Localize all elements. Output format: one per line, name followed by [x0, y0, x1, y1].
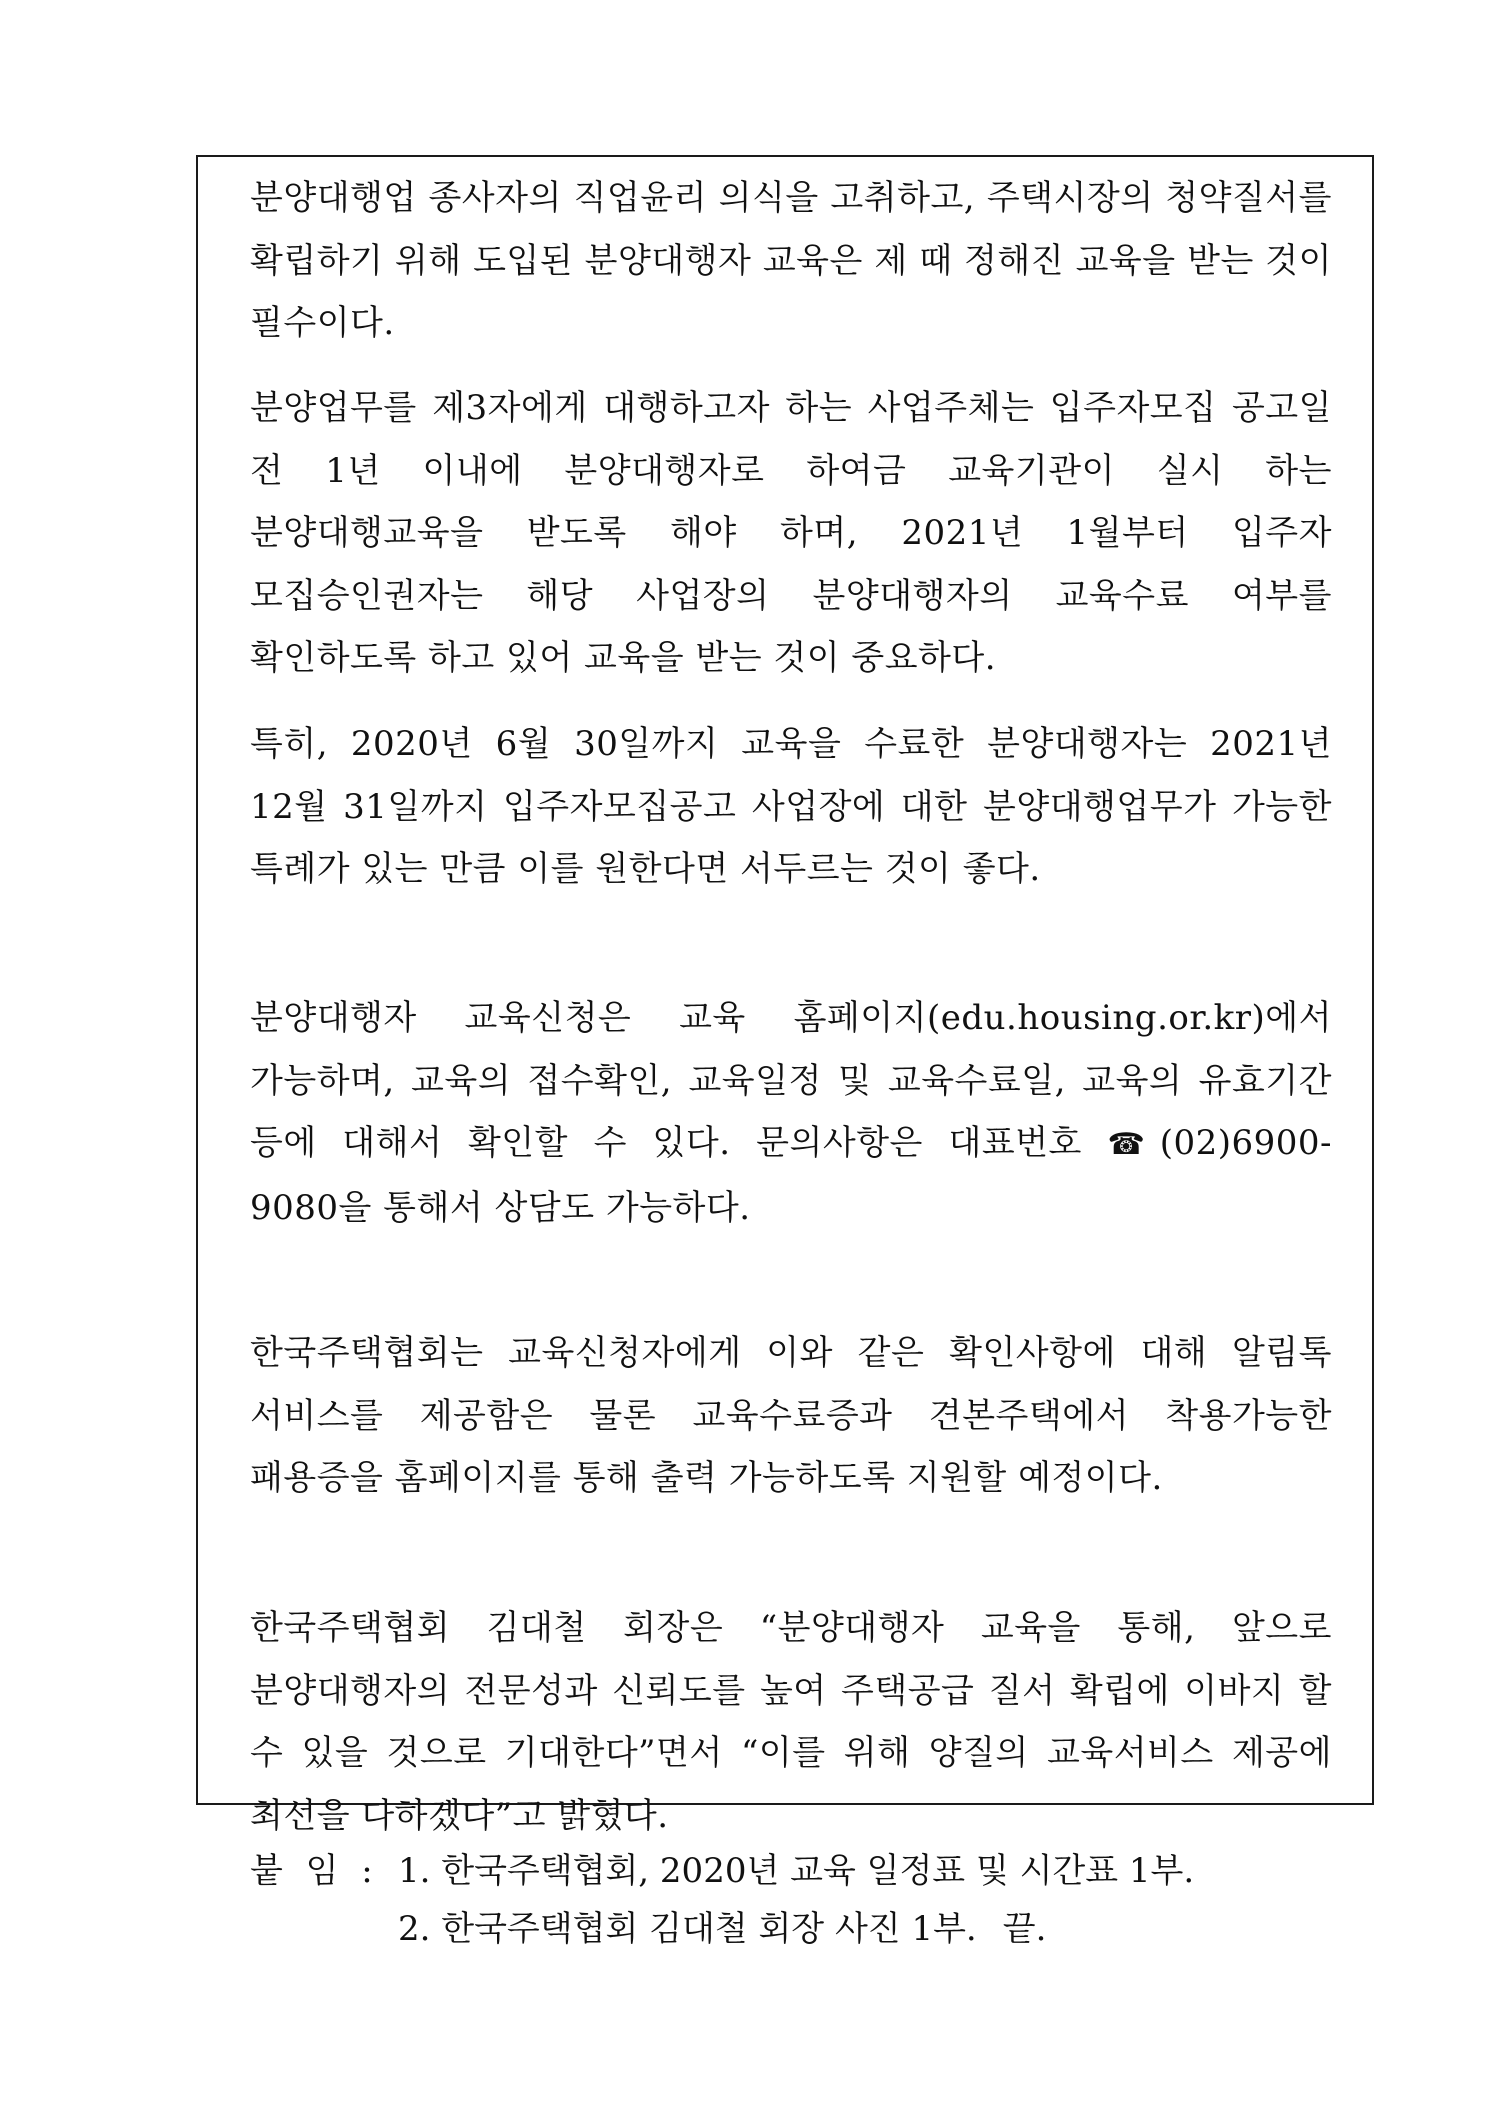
paragraph-application-info: [250, 987, 1332, 1239]
paragraph-association-support: 한국주택협회는 교육신청자에게 이와 같은 확인사항에 대해 알림톡 서비스를 제공함은 물론 교육수료증과 견본주택에서 착용가능한 패용증을 홈페이지를 통해 출력 가능하도록 지원할 예정이다.: [250, 1333, 1332, 1498]
attachment-row-1: [250, 1842, 1332, 1900]
phone-number-text: (02)6900-9080을 통해서 상담도 가능하다.: [250, 1123, 1332, 1228]
press-release-box: [196, 155, 1374, 1949]
paragraph-ethics-education: 분양대행업 종사자의 직업윤리 의식을 고취하고, 주택시장의 청약질서를 확립하기 위해 도입된 분양대행자 교육은 제 때 정해진 교육을 받는 것이 필수이다.: [250, 178, 1332, 343]
attachments-label: 붙 임 :: [250, 1851, 379, 1891]
paragraph-special-exception: 특히, 2020년 6월 30일까지 교육을 수료한 분양대행자는 2021년 12월 31일까지 입주자모집공고 사업장에 대한 분양대행업무가 가능한 특례가 있는 만큼 이를 원한다면 서두르는 것이 좋다.: [250, 724, 1332, 889]
attachment-item-1: 1. 한국주택협회, 2020년 교육 일정표 및 시간표 1부.: [398, 1851, 1195, 1891]
application-info-text: 분양대행자 교육신청은 교육 홈페이지(edu.housing.or.kr)에서 가능하며, 교육의 접수확인, 교육일정 및 교육수료일, 교육의 유효기간 등에 대해서 확인할 수 있다. 문의사항은 대표번호: [250, 998, 1332, 1163]
phone-icon: ☎: [1107, 1127, 1160, 1162]
attachment-row-2: [250, 1900, 1332, 1958]
paragraph-chairman-quote: 한국주택협회 김대철 회장은 “분양대행자 교육을 통해, 앞으로 분양대행자의 전문성과 신뢰도를 높여 주택공급 질서 확립에 이바지 할 수 있을 것으로 기대한다”면서 “이를 위해 양질의 교육서비스 제공에 최선을 다하겠다”고 밝혔다.: [250, 1608, 1332, 1836]
paragraph-education-requirement: 분양업무를 제3자에게 대행하고자 하는 사업주체는 입주자모집 공고일 전 1년 이내에 분양대행자로 하여금 교육기관이 실시 하는 분양대행교육을 받도록 해야 하며, 2021년 1월부터 입주자 모집승인권자는 해당 사업장의 분양대행자의 교육수료 여부를 확인하도록 하고 있어 교육을 받는 것이 중요하다.: [250, 388, 1332, 678]
attachments-section: [250, 1842, 1332, 1958]
end-mark: 끝.: [1002, 1909, 1047, 1949]
attachment-item-2: 2. 한국주택협회 김대철 회장 사진 1부.: [398, 1909, 977, 1949]
